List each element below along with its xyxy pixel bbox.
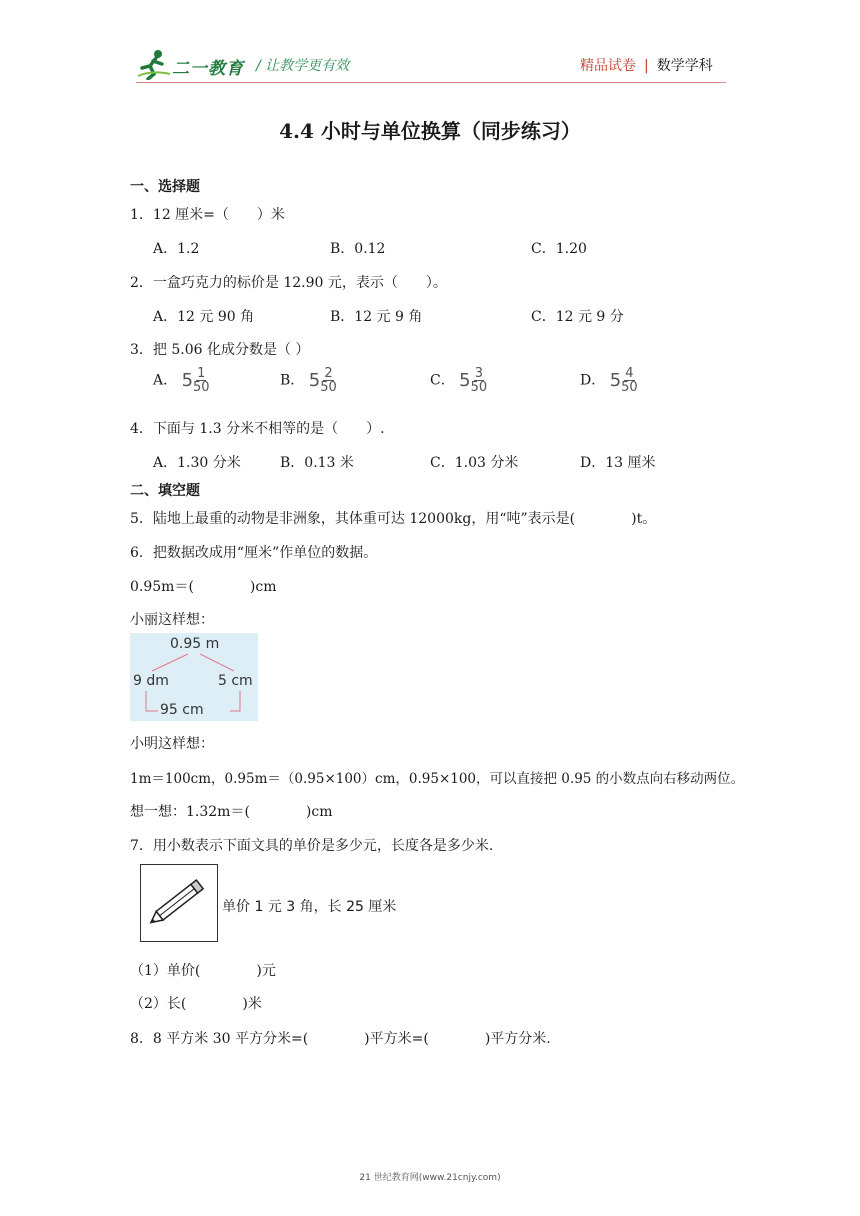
q4-option-d: D．13 厘米 [580,455,656,471]
q7-text: 7．用小数表示下面文具的单价是多少元，长度各是多少米. [130,838,494,854]
q1-option-c: C．1.20 [531,241,587,257]
q4-option-c: C．1.03 分米 [430,455,519,471]
q6-text: 6．把数据改成用“厘米”作单位的数据。 [130,545,378,561]
q6-xiaoming: 小明这样想： [130,736,214,752]
q3-option-a [153,367,210,394]
q3-option-a-fraction: 5 $\frac{1}{50}$ [181,366,210,395]
q3-option-d-label: D． [580,372,606,389]
header-divider: | [644,58,649,74]
q3-option-b [280,367,337,394]
conversion-diagram [130,633,258,721]
diagram-bottom-label: 95 cm [160,702,204,718]
runner-logo-icon [136,48,172,80]
section1-heading: 一、选择题 [130,179,200,195]
q3-text: 3．把 5.06 化成分数是（ ） [130,342,310,358]
q5-text: 5．陆地上最重的动物是非洲象，其体重可达 12000kg，用“吨”表示是( )t。 [130,511,657,527]
q6-explain: 1m＝100cm，0.95m＝（0.95×100）cm，0.95×100，可以直接把 0.95 的小数点向右移动两位。 [130,771,745,787]
q4-text: 4．下面与 1.3 分米不相等的是（ ）. [130,421,385,437]
q3-option-c-fraction: 5 $\frac{3}{50}$ [459,366,488,395]
diagram-right-label: 5 cm [218,673,253,689]
q3-option-c [430,367,487,394]
q3-option-d-fraction: 5 $\frac{4}{50}$ [609,366,638,395]
page-title: 4.4 小时与单位换算（同步练习） [279,119,581,143]
q4-option-a: A．1.30 分米 [153,455,241,471]
page-footer: 21 世纪教育网(www.21cnjy.com) [359,1173,501,1183]
q3-option-b-label: B． [280,372,305,389]
q1-option-a: A．1.2 [153,241,200,257]
slogan: / 让教学更有效 [256,58,350,74]
q7-sub2: （2）长( )米 [130,996,262,1012]
q2-option-b: B．12 元 9 角 [330,309,423,325]
section2-heading: 二、填空题 [130,483,200,499]
q1-text: 1．12 厘米=（ ）米 [130,207,285,223]
q6-xiaoli: 小丽这样想： [130,612,214,628]
q3-option-d [580,367,638,394]
diagram-top-label: 0.95 m [170,636,220,652]
q6-think: 想一想：1.32m＝( )cm [130,804,333,820]
q4-option-b: B．0.13 米 [280,455,354,471]
q7-sub1: （1）单价( )元 [130,963,276,979]
pencil-picture [140,864,218,942]
q3-option-b-fraction: 5 $\frac{2}{50}$ [308,366,337,395]
q2-text: 2．一盒巧克力的标价是 12.90 元，表示（ ）。 [130,275,447,291]
q2-option-a: A．12 元 90 角 [153,309,255,325]
q8-text: 8．8 平方米 30 平方分米=( )平方米=( )平方分米. [130,1031,551,1047]
q3-option-c-label: C． [430,372,455,389]
product-label: 精品试卷 [580,58,636,74]
q3-option-a-label: A． [153,372,178,389]
q2-option-c: C．12 元 9 分 [531,309,624,325]
diagram-left-label: 9 dm [133,673,169,689]
subject-label: 数学学科 [656,58,713,74]
header-rule [136,82,726,83]
logo-text: 二一教育 [172,59,244,79]
pencil-icon [141,865,216,940]
q7-caption: 单价 1 元 3 角，长 25 厘米 [222,899,397,915]
q1-option-b: B．0.12 [330,241,386,257]
q6-line1: 0.95m＝( )cm [130,579,277,595]
header-right [580,55,713,75]
